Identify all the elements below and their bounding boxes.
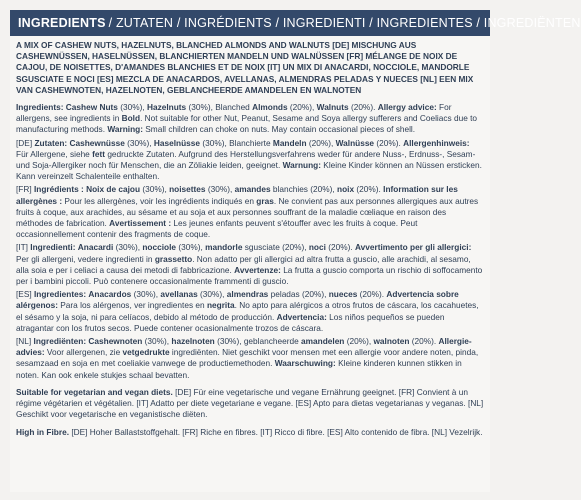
fibre-claim <box>16 427 484 438</box>
allergen: hazelnoten <box>171 336 215 347</box>
allergy-advice-label: Allergenhinweis: <box>403 137 470 148</box>
text: gedruckte Zutaten. Aufgrund des Herstellungsverfahrens weder für andere Nuss-, Erdnuss-, Sesam- und Soja-Allergiker noch für Menschen, die an Zöliakie leiden, geeignet. <box>16 148 476 171</box>
text: (30%), <box>176 242 206 253</box>
allergy-advice-text-1: For allergens, see ingredients in <box>16 102 452 124</box>
allergen: Haselnüsse <box>153 137 201 148</box>
ingredients-en-label: Ingredients: <box>16 102 64 113</box>
lang-tag: [DE] <box>16 137 35 148</box>
ingredients-content <box>10 36 490 438</box>
allergen: noisettes <box>169 184 206 195</box>
ingredients-de-label: Zutaten: <box>34 137 68 148</box>
ingredients-en-text-4: (20%). <box>348 102 378 113</box>
text: (30%), geblancheerde <box>214 336 302 347</box>
allergen: Cashewnoten <box>88 336 143 347</box>
ingredients-es <box>16 289 484 334</box>
text: (20%), <box>306 137 336 148</box>
text: (30%), Blanchierte <box>200 137 273 148</box>
text: Per gli allergeni, vedere ingredienti in <box>16 253 155 264</box>
allergen: walnoten <box>373 336 410 347</box>
allergen-cashew: Cashew Nuts <box>65 102 118 113</box>
allergy-advice-text-2: . Not suitable for other Nut, Peanut, Sesame and Soya allergy sufferers and Coeliacs due to manufacturing methods. <box>16 113 478 135</box>
allergen: amandes <box>234 184 271 195</box>
allergen: nocciole <box>142 242 177 253</box>
text: (20%), <box>344 336 374 347</box>
text: (30%), <box>140 184 170 195</box>
ingredients-fr <box>16 184 484 240</box>
allergen: almendras <box>226 289 269 300</box>
text: (20%). <box>354 184 384 195</box>
text: (30%), <box>131 289 161 300</box>
diet-suitability-title: Suitable for vegetarian and vegan diets. <box>16 386 173 397</box>
allergen: mandorle <box>205 242 243 253</box>
ingredients-nl-label: Ingrediënten: <box>33 336 87 347</box>
warning-label: Advertencia: <box>276 311 327 322</box>
text: . No apto para alérgicos a otros frutos de cáscara, los cacahuetes, el sésamo y la soja, ni para celíacos, debido al método de producción. <box>16 300 479 322</box>
bold-word: Bold <box>121 113 141 124</box>
header-title: INGREDIENTS <box>18 16 106 30</box>
diet-suitability-text: [DE] Für eine vegetarische und vegane Ernährung geeignet. [FR] Convient à un régime végétarien et végétalien. [IT] Adatto per diete vegetariane e vegane. [ES] Apto para dietas vegetarianas y veganas. [NL] Geschikt voor vegetarische en veganistische diëten. <box>16 386 484 420</box>
text: Kleine Kinder können an Nüssen ersticken. Kann vereinzelt Schalenteile enthalten. <box>16 160 482 182</box>
text: . Non adatto per gli allergici ad altra frutta a guscio, alle arachidi, al sesamo, alla soia e per i celiaci a causa dei metodi di fabbricazione. <box>16 253 471 275</box>
ingredients-nl <box>16 336 484 381</box>
text: peladas (20%), <box>268 289 329 300</box>
ingredients-es-label: Ingredientes: <box>33 289 87 300</box>
ingredients-label <box>10 10 581 492</box>
ingredients-en <box>16 102 484 136</box>
warning-label: Avertissement : <box>109 218 172 229</box>
fibre-claim-text: [DE] Hoher Ballaststoffgehalt. [FR] Riche en fibres. [IT] Ricco di fibre. [ES] Alto contenido de fibra. [NL] Vezelrijk. <box>69 426 483 437</box>
allergen-almond: Almonds <box>252 102 288 113</box>
allergen: noix <box>337 184 355 195</box>
text: . Ne convient pas aux personnes allergiques aux autres fruits à coque, aux arachides, au sésame et au soja et aux personnes souffrant de la maladie cœliaque en raison des méthodes de fabrication. <box>16 195 479 229</box>
allergy-advice-label: Information sur les allergènes : <box>16 184 458 206</box>
text: La frutta a guscio comporta un rischio di soffocamento per i bambini piccoli. Può contenere occasionalmente frammenti di guscio. <box>16 264 483 287</box>
allergen: Cashewnüsse <box>69 137 125 148</box>
ingredients-it-label: Ingredienti: <box>30 242 76 253</box>
allergen: noci <box>308 242 326 253</box>
lang-tag: [IT] <box>16 242 31 253</box>
allergy-advice-label: Allergy advice: <box>377 102 437 113</box>
text: ingrediënten. Niet geschikt voor mensen met een allergie voor andere noten, pinda, sesamzaad en soja en met coeliakie vanwege de productiemethoden. <box>16 347 479 369</box>
lang-tag: [FR] <box>16 184 34 195</box>
text: (30%), <box>205 184 235 195</box>
allergen: avellanas <box>160 289 198 300</box>
text: Voor allergenen, zie <box>44 347 123 358</box>
text: (30%), <box>124 137 154 148</box>
text: (30%), <box>113 242 143 253</box>
warning-label: Warnung: <box>282 160 321 171</box>
bold-word: vetgedrukte <box>122 347 170 358</box>
warning-text: Small children can choke on nuts. May contain occasional pieces of shell. <box>142 124 416 135</box>
text: Les jeunes enfants peuvent s'étouffer avec les fruits à coque. Peut occasionnellement contenir des fragments de coque. <box>16 218 418 240</box>
bold-word: negrita <box>206 300 235 311</box>
ingredients-de <box>16 138 484 183</box>
text: (20%). <box>357 289 387 300</box>
warning-label: Avvertenze: <box>234 264 281 275</box>
warning-label: Warning: <box>107 124 143 135</box>
text: Kleine kinderen kunnen stikken in noten. Kan ook enkele stukjes schaal bevatten. <box>16 358 462 380</box>
allergen-hazelnut: Hazelnuts <box>146 102 187 113</box>
allergy-advice-label: Advertencia sobre alérgenos: <box>16 289 459 311</box>
ingredients-header <box>10 10 581 36</box>
text: (20%). <box>325 242 355 253</box>
bold-word: gras <box>256 195 274 206</box>
allergen: Walnüsse <box>335 137 375 148</box>
text: (30%), <box>142 336 172 347</box>
ingredients-it <box>16 242 484 287</box>
text: blanchies (20%), <box>270 184 338 195</box>
allergy-advice-label: Allergie-advies: <box>16 336 472 358</box>
allergy-advice-label: Avvertimento per gli allergici: <box>354 242 472 253</box>
diet-suitability <box>16 387 484 421</box>
bold-word: fett <box>92 148 106 159</box>
product-description: A MIX OF CASHEW NUTS, HAZELNUTS, BLANCHED ALMONDS AND WALNUTS [DE] MISCHUNG AUS CASHEWNÜSSEN, HASELNÜSSEN, BLANCHIERTEN MANDELN UND WALNÜSSEN [FR] MÉLANGE DE NOIX DE CAJOU, DE NOISETTES, D'AMANDES BLANCHIES ET DE NOIX [IT] UN MIX DI ANACARDI, NOCCIOLE, MANDORLE SGUSCIATE E NOCI [ES] MEZCLA DE ANACARDOS, AVELLANAS, ALMENDRAS PELADAS Y NUECES [NL] EEN MIX VAN CASHEWNOTEN, HAZELNOTEN, GEBLANCHEERDE AMANDELEN EN WALNOTEN <box>16 40 474 95</box>
allergen: Mandeln <box>272 137 307 148</box>
allergen: nueces <box>328 289 358 300</box>
text: Für Allergene, siehe <box>16 148 93 159</box>
allergen: Noix de cajou <box>86 184 141 195</box>
ingredients-en-text-2: (30%), Blanched <box>186 102 253 113</box>
allergen: amandelen <box>301 336 345 347</box>
ingredients-en-text-3: (20%), <box>287 102 317 113</box>
text: (20%). <box>409 336 439 347</box>
text: Pour les allergènes, voir les ingrédients indiqués en <box>62 195 257 206</box>
fibre-claim-title: High in Fibre. <box>16 426 70 437</box>
text: Para los alérgenos, ver ingredientes en <box>57 300 207 311</box>
allergen: Anacardos <box>88 289 132 300</box>
header-languages: / ZUTATEN / INGRÉDIENTS / INGREDIENTI / INGREDIENTES / INGREDIËNTEN <box>108 16 581 30</box>
allergen: Anacardi <box>77 242 114 253</box>
warning-label: Waarschuwing: <box>274 358 336 369</box>
lang-tag: [ES] <box>16 289 34 300</box>
lang-tag: [NL] <box>16 336 34 347</box>
ingredients-fr-label: Ingrédients : <box>33 184 84 195</box>
allergen-walnut: Walnuts <box>316 102 349 113</box>
text: (30%), <box>197 289 227 300</box>
text: (20%). <box>374 137 404 148</box>
bold-word: grassetto <box>154 253 193 264</box>
text: Los niños pequeños se pueden atragantar con los frutos secos. Puede contener ocasionalmente trozos de cáscara. <box>16 311 445 333</box>
ingredients-en-text-1: (30%), <box>117 102 147 113</box>
text: sgusciate (20%), <box>242 242 309 253</box>
